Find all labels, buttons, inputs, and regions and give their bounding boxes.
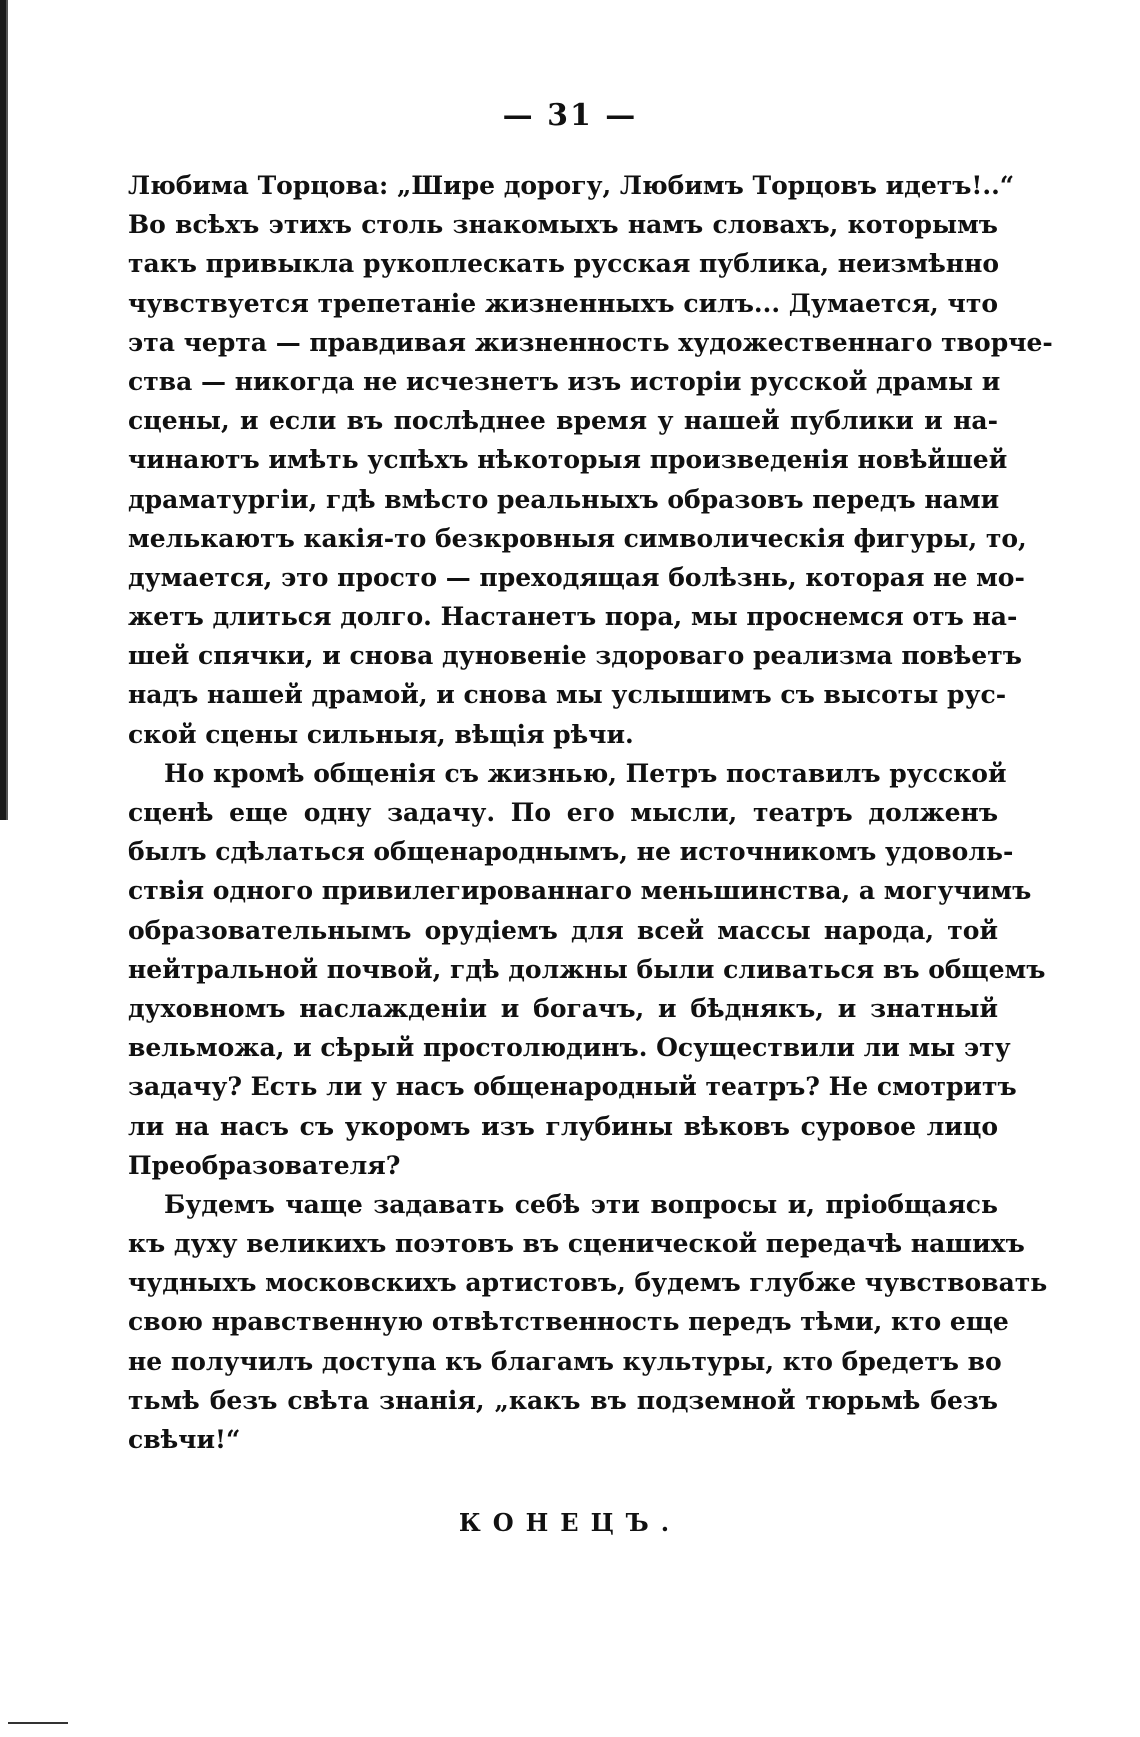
body-text [128, 166, 1053, 1459]
text-line: мелькаютъ какія-то безкровныя символическія фигуры, то, [128, 523, 1027, 553]
text-line: ства — никогда не исчезнетъ изъ исторіи русской драмы и [128, 366, 1001, 396]
text-line: Во всѣхъ этихъ столь знакомыхъ намъ словахъ, которымъ [128, 210, 998, 240]
text-line: задачу? Есть ли у насъ общенародный театръ? Не смотритъ [128, 1072, 1017, 1102]
text-line: думается, это просто — преходящая болѣзнь, которая не мо- [128, 562, 1025, 592]
text-line: сцены, и если въ послѣднее время у нашей публики и на- [128, 406, 998, 436]
text-line: чинаютъ имѣть успѣхъ нѣкоторыя произведенія новѣйшей [128, 445, 1008, 475]
text-line: свѣчи!“ [128, 1425, 241, 1454]
end-mark: КОНЕЦЪ. [458, 1508, 682, 1537]
text-line: чудныхъ московскихъ артистовъ, будемъ глубже чувствовать [128, 1268, 1048, 1298]
text-line: драматургіи, гдѣ вмѣсто реальныхъ образовъ передъ нами [128, 484, 1000, 514]
text-line: сценѣ еще одну задачу. По его мысли, театръ долженъ [128, 798, 998, 827]
text-line: жетъ длиться долго. Настанетъ пора, мы проснемся отъ на- [128, 602, 1018, 632]
text-line: Но кромѣ общенія съ жизнью, Петръ поставилъ русской [164, 758, 1007, 788]
text-line: тьмѣ безъ свѣта знанія, „какъ въ подземной тюрьмѣ безъ [128, 1385, 998, 1415]
text-line: Любима Торцова: „Шире дорогу, Любимъ Торцовъ идетъ!..“ [128, 171, 1015, 200]
text-line: ли на насъ съ укоромъ изъ глубины вѣковъ суровое лицо [128, 1111, 998, 1141]
text-line: ствія одного привилегированнаго меньшинства, а могучимъ [128, 876, 1032, 906]
text-line: духовномъ наслажденіи и богачъ, и бѣднякъ, и знатный [128, 993, 998, 1023]
text-line: чувствуется трепетаніе жизненныхъ силъ... Думается, что [128, 288, 998, 318]
text-line: такъ привыкла рукоплескать русская публика, неизмѣнно [128, 249, 1000, 279]
text-line: Преобразователя? [128, 1150, 401, 1180]
text-line: эта черта — правдивая жизненность художественнаго творче- [128, 327, 1053, 357]
text-line: нейтральной почвой, гдѣ должны были сливаться въ общемъ [128, 954, 1046, 984]
text-line: не получилъ доступа къ благамъ культуры, кто бредетъ во [128, 1346, 1002, 1376]
text-line: Будемъ чаще задавать себѣ эти вопросы и, пріобщаясь [164, 1189, 998, 1219]
text-line: вельможа, и сѣрый простолюдинъ. Осуществили ли мы эту [128, 1033, 1011, 1063]
text-line: ской сцены сильныя, вѣщія рѣчи. [128, 719, 634, 749]
text-line: былъ сдѣлаться общенароднымъ, не источникомъ удоволь- [128, 837, 1014, 867]
text-line: свою нравственную отвѣтственность передъ тѣми, кто еще [128, 1307, 1009, 1337]
text-line: къ духу великихъ поэтовъ въ сценической передачѣ нашихъ [128, 1229, 1025, 1259]
text-line: образовательнымъ орудіемъ для всей массы народа, той [128, 915, 998, 945]
scan-artifact-line [8, 1722, 68, 1724]
text-line: надъ нашей драмой, и снова мы услышимъ съ высоты рус- [128, 680, 1007, 710]
page-number: — 31 — [502, 98, 638, 133]
text-line: шей спячки, и снова дуновеніе здороваго реализма повѣетъ [128, 641, 1022, 671]
